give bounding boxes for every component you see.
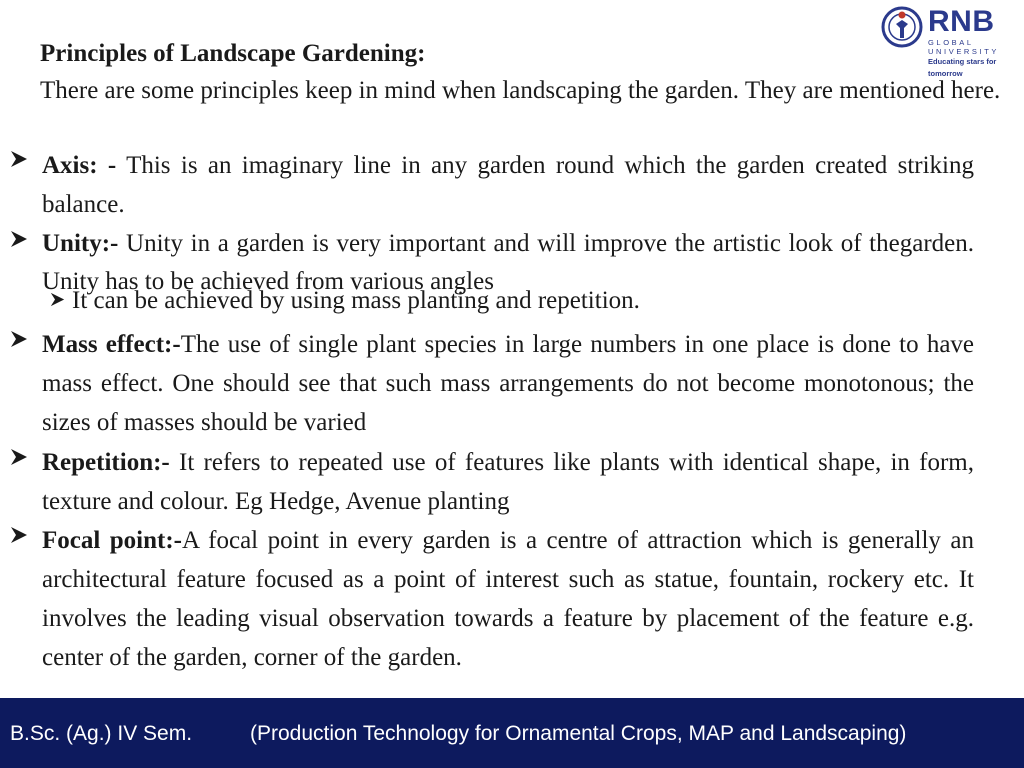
item-label: Axis: - <box>42 152 117 179</box>
item-label: Focal point:- <box>42 527 183 554</box>
arrow-bullet-icon <box>10 150 28 168</box>
item-text: Unity in a garden is very important and will improve the artistic look of thegarden. Unity has to be achieved from various angles <box>42 230 974 295</box>
item-label: Mass effect:- <box>42 331 181 358</box>
item-label: Unity:- <box>42 230 119 257</box>
arrow-bullet-icon <box>10 330 28 348</box>
list-item-focal-point <box>42 521 974 677</box>
logo-wordmark <box>928 6 1020 80</box>
logo-tagline: Educating stars for tomorrow <box>928 57 997 78</box>
item-text: A focal point in every garden is a centre of attraction which is generally an architectural feature focused as a point of interest such as statue, fountain, rockery etc. It involves the leading visual observation towards a feature by placement of the feature e.g. center of the garden, corner of the garden. <box>42 527 974 671</box>
sub-list-item: It can be achieved by using mass planting and repetition. <box>72 287 640 314</box>
list-item-axis <box>42 146 974 224</box>
logo-subtitle: GLOBAL UNIVERSITY <box>928 38 1000 56</box>
item-text: It refers to repeated use of features like plants with identical shape, in form, texture and colour. Eg Hedge, Avenue planting <box>42 449 974 515</box>
arrow-bullet-icon <box>10 230 28 248</box>
footer-bar <box>0 698 1024 768</box>
footer-subject: (Production Technology for Ornamental Crops, MAP and Landscaping) <box>250 722 907 745</box>
logo-emblem-icon <box>880 4 924 50</box>
list-item-repetition <box>42 443 974 521</box>
arrow-bullet-icon <box>10 526 28 544</box>
item-text: The use of single plant species in large numbers in one place is done to have mass effect. One should see that such mass arrangements do not become monotonous; the sizes of masses should be varied <box>42 331 975 436</box>
item-text: This is an imaginary line in any garden round which the garden created striking balance. <box>42 152 974 218</box>
item-label: Repetition:- <box>42 449 170 476</box>
footer-course: B.Sc. (Ag.) IV Sem. <box>10 722 193 745</box>
arrow-bullet-icon <box>10 448 28 466</box>
university-logo <box>880 4 1020 78</box>
slide-intro: There are some principles keep in mind when landscaping the garden. They are mentioned here. <box>40 77 1001 104</box>
slide-title: Principles of Landscape Gardening: <box>40 40 426 67</box>
list-item-mass-effect <box>42 325 974 442</box>
logo-name: RNB <box>928 5 995 38</box>
